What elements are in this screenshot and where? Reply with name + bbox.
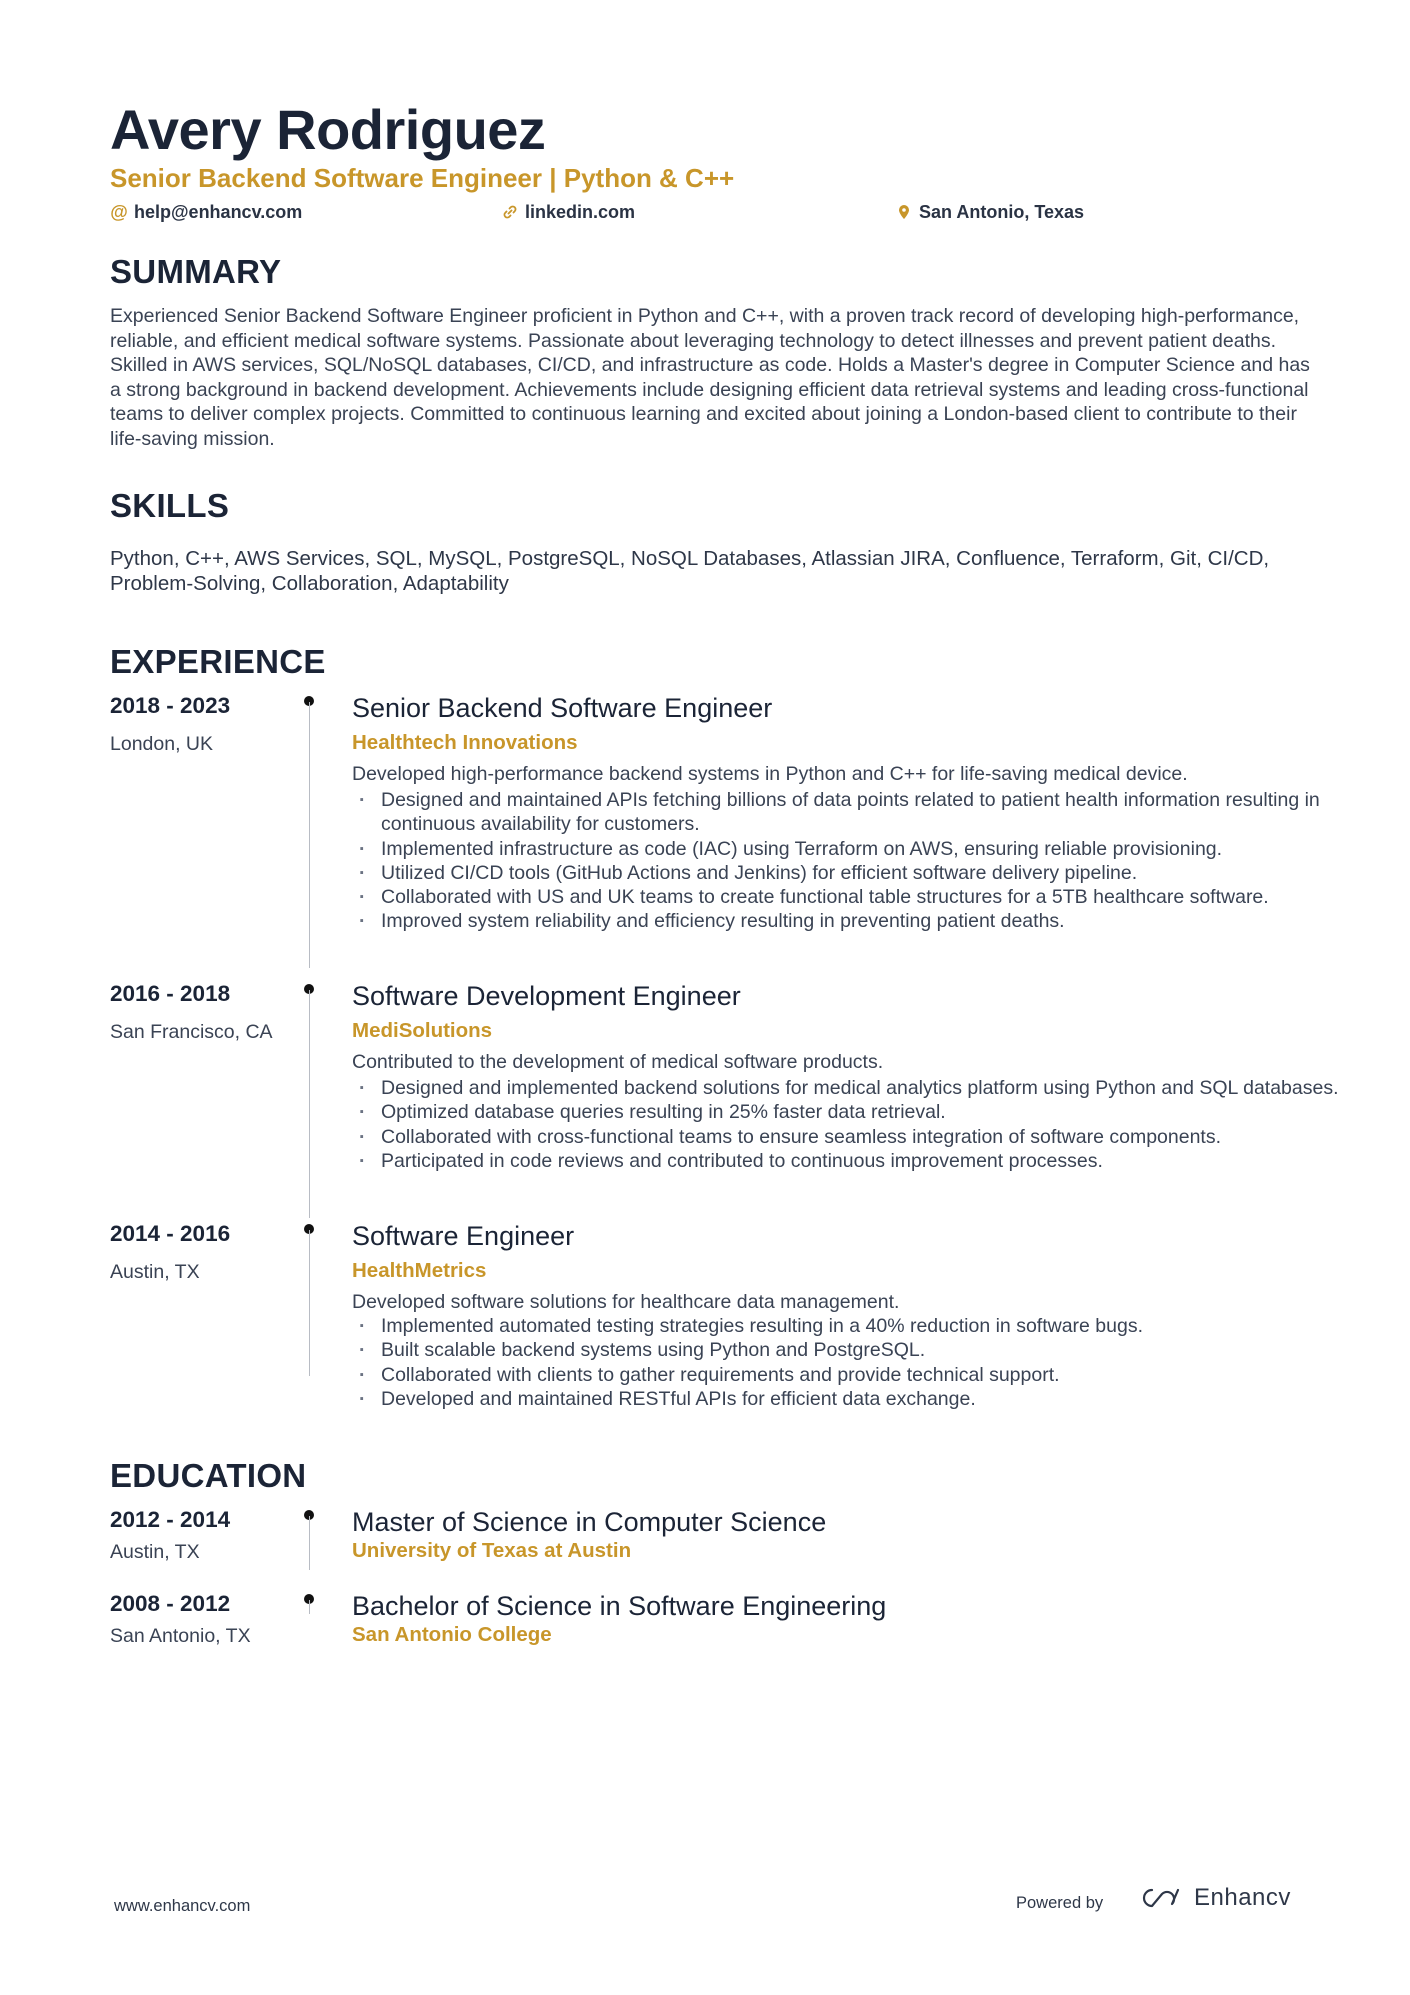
entry-dates: 2014 - 2016 — [110, 1221, 231, 1246]
timeline-line — [309, 1230, 311, 1376]
contact-linkedin[interactable] — [501, 200, 635, 224]
link-icon — [501, 203, 519, 221]
list-item: · Designed and implemented backend solutions for medical analytics platform using Python and SQL databases. — [352, 1076, 1352, 1100]
summary-text: Experienced Senior Backend Software Engineer proficient in Python and C++, with a proven track record of developing high-performance, reliable, and efficient medical software systems. Passionate about leveraging technology to detect illnesses and prevent patient deaths. Skilled in AWS services, SQL/NoSQL databases, CI/CD, and infrastructure as code. Holds a Master's degree in Computer Science and has a strong background in backend development. Achievements include designing efficient data retrieval systems and leading cross-functional teams to deliver complex projects. Committed to continuous learning and excited about joining a London-based client to contribute to their life-saving mission. — [110, 305, 1310, 450]
list-item: · Implemented infrastructure as code (IAC) using Terraform on AWS, ensuring reliable provisioning. — [352, 837, 1352, 861]
entry-location: London, UK — [110, 733, 213, 755]
entry-location: San Francisco, CA — [110, 1021, 273, 1043]
entry-company: MediSolutions — [352, 1019, 493, 1042]
entry-bullets — [352, 788, 1352, 934]
entry-school: University of Texas at Austin — [352, 1539, 632, 1562]
entry-dates: 2008 - 2012 — [110, 1591, 231, 1616]
candidate-headline: Senior Backend Software Engineer | Python & C++ — [110, 163, 735, 193]
powered-by-label: Powered by — [1016, 1894, 1104, 1912]
brand-name: Enhancv — [1194, 1884, 1291, 1911]
entry-description: Developed high-performance backend systems in Python and C++ for life-saving medical device. — [352, 763, 1188, 785]
contact-location-text: San Antonio, Texas — [919, 202, 1085, 222]
experience-entry — [110, 980, 1339, 1220]
footer-website[interactable]: www.enhancv.com — [114, 1897, 251, 1915]
education-entry — [110, 1506, 1310, 1586]
entry-role: Software Development Engineer — [352, 981, 741, 1011]
entry-dates: 2018 - 2023 — [110, 693, 231, 718]
timeline-line — [309, 990, 311, 1218]
education-heading: EDUCATION — [110, 1457, 307, 1494]
contact-bar — [110, 200, 1310, 224]
contact-email-text: help@enhancv.com — [134, 202, 303, 222]
entry-degree: Master of Science in Computer Science — [352, 1507, 827, 1537]
list-item: · Built scalable backend systems using Python and PostgreSQL. — [352, 1338, 1352, 1362]
skills-list: Python, C++, AWS Services, SQL, MySQL, PostgreSQL, NoSQL Databases, Atlassian JIRA, Confluence, Terraform, Git, CI/CD, Problem-Solving, Collaboration, Adaptability — [110, 547, 1270, 595]
contact-email[interactable] — [110, 200, 302, 224]
contact-linkedin-text: linkedin.com — [525, 202, 636, 222]
entry-location: Austin, TX — [110, 1261, 200, 1283]
experience-heading: EXPERIENCE — [110, 643, 326, 680]
entry-company: Healthtech Innovations — [352, 731, 578, 754]
timeline-line — [309, 1516, 311, 1570]
entry-description: Developed software solutions for healthcare data management. — [352, 1291, 900, 1313]
list-item: · Participated in code reviews and contributed to continuous improvement processes. — [352, 1149, 1352, 1173]
entry-description: Contributed to the development of medical software products. — [352, 1051, 884, 1073]
entry-location: San Antonio, TX — [110, 1625, 251, 1647]
skills-heading: SKILLS — [110, 487, 230, 524]
entry-bullets — [352, 1076, 1352, 1173]
contact-location — [895, 200, 1084, 224]
entry-dates: 2016 - 2018 — [110, 981, 231, 1006]
list-item: · Implemented automated testing strategies resulting in a 40% reduction in software bugs. — [352, 1314, 1352, 1338]
enhancv-logo[interactable] — [1138, 1884, 1291, 1912]
entry-company: HealthMetrics — [352, 1259, 487, 1282]
list-item: · Collaborated with clients to gather requirements and provide technical support. — [352, 1363, 1352, 1387]
list-item: · Improved system reliability and efficiency resulting in preventing patient deaths. — [352, 909, 1352, 933]
entry-role: Software Engineer — [352, 1221, 575, 1251]
timeline-line — [309, 702, 311, 968]
entry-role: Senior Backend Software Engineer — [352, 693, 773, 723]
entry-dates: 2012 - 2014 — [110, 1507, 231, 1532]
entry-location: Austin, TX — [110, 1541, 200, 1563]
list-item: · Utilized CI/CD tools (GitHub Actions and Jenkins) for efficient software delivery pipeline. — [352, 861, 1352, 885]
list-item: · Optimized database queries resulting in 25% faster data retrieval. — [352, 1100, 1352, 1124]
timeline-line — [309, 1600, 311, 1614]
experience-entry — [110, 1220, 1310, 1420]
entry-degree: Bachelor of Science in Software Engineering — [352, 1591, 887, 1621]
list-item: · Collaborated with cross-functional teams to ensure seamless integration of software components. — [352, 1125, 1352, 1149]
education-entry — [110, 1590, 1310, 1670]
enhancv-logo-icon — [1138, 1884, 1186, 1912]
list-item: · Collaborated with US and UK teams to create functional table structures for a 5TB healthcare software. — [352, 885, 1352, 909]
list-item: · Developed and maintained RESTful APIs for efficient data exchange. — [352, 1387, 1352, 1411]
list-item: · Designed and maintained APIs fetching billions of data points related to patient health information resulting in continuous availability for customers. — [352, 788, 1352, 837]
at-icon: @ — [110, 202, 128, 222]
summary-heading: SUMMARY — [110, 253, 282, 290]
candidate-name: Avery Rodriguez — [110, 98, 546, 161]
experience-entry — [110, 692, 1320, 972]
location-pin-icon — [895, 203, 913, 221]
entry-bullets — [352, 1314, 1352, 1411]
entry-school: San Antonio College — [352, 1623, 552, 1646]
